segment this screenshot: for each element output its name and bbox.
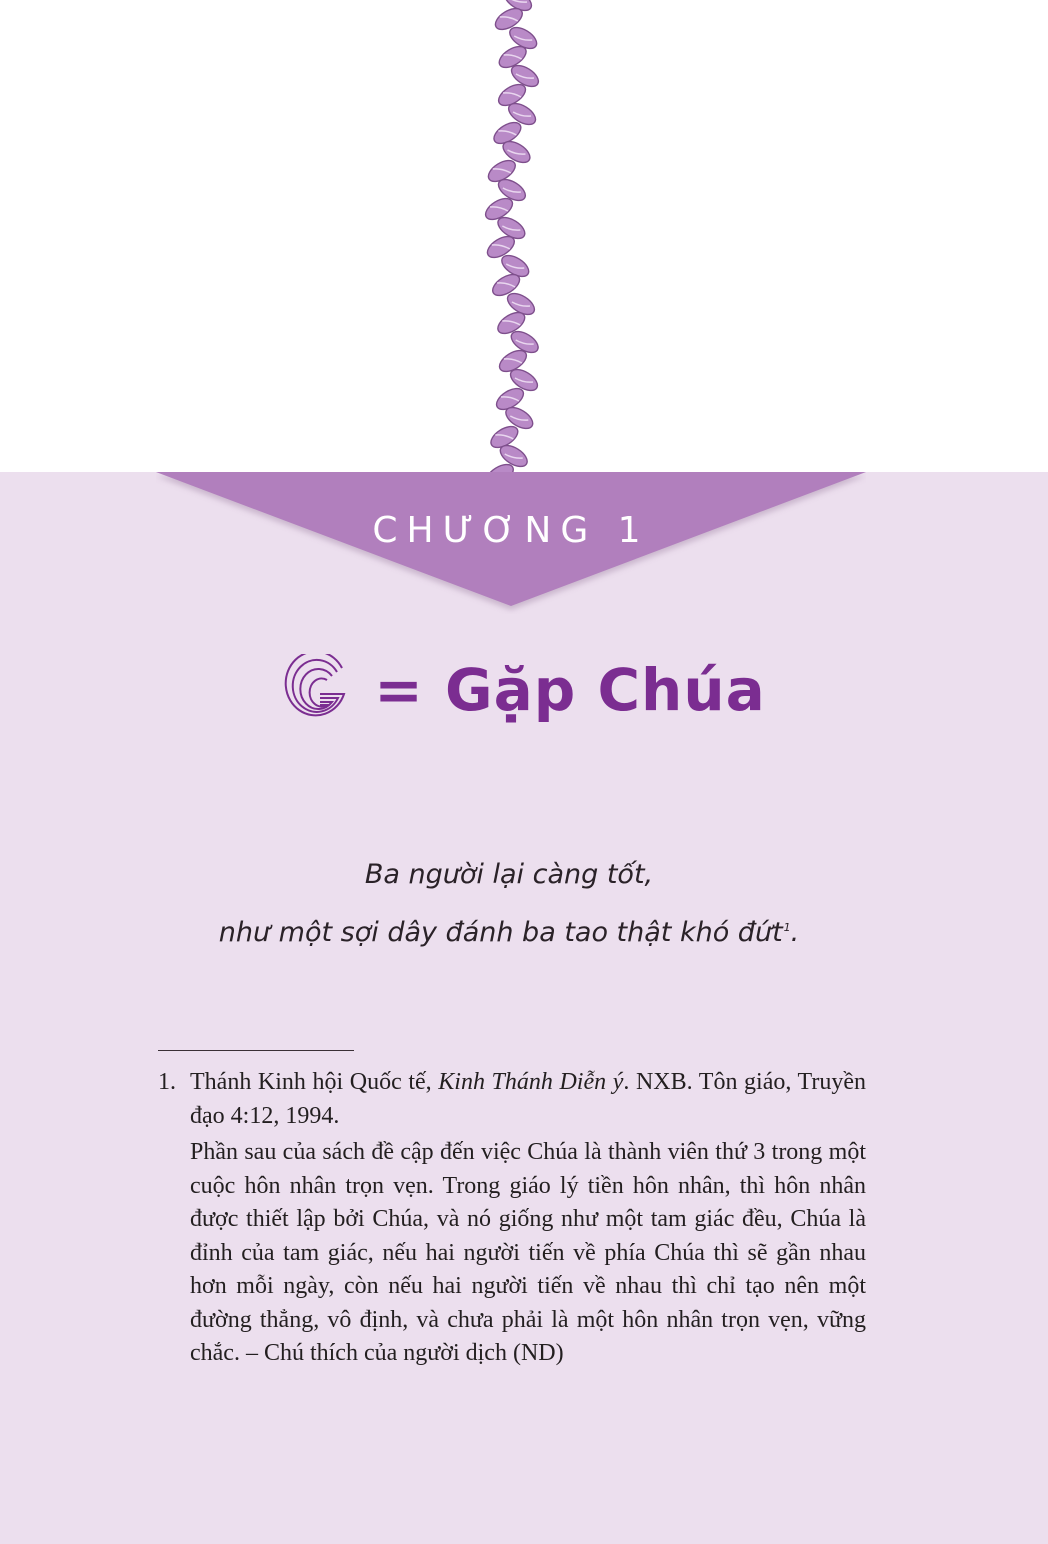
epigraph xyxy=(0,848,1018,959)
footnote-source-title: Kinh Thánh Diễn ý xyxy=(438,1069,624,1095)
epigraph-line-1: Ba người lại càng tốt, xyxy=(364,859,654,890)
braided-rope-icon xyxy=(474,0,550,478)
footnote xyxy=(158,1066,866,1371)
chapter-panel xyxy=(0,472,1048,1544)
chapter-title-text: = Gặp Chúa xyxy=(374,656,766,724)
footnote-divider xyxy=(158,1050,354,1051)
epigraph-line-2 xyxy=(0,901,1018,959)
chapter-title xyxy=(0,640,1048,740)
chapter-label: CHƯƠNG 1 xyxy=(372,510,650,551)
epigraph-line-2-text: như một sợi dây đánh ba tao thật khó đứt xyxy=(218,917,783,948)
epigraph-end: . xyxy=(790,917,800,948)
footnote-marker[interactable]: 1 xyxy=(783,921,791,934)
footnote-note: Phần sau của sách đề cập đến việc Chúa là thành viên thứ 3 trong một cuộc hôn nhân trọn vẹn. Trong giáo lý tiền hôn nhân, thì hôn nhân được thiết lập bởi Chúa, và nó giống như một tam giác đều, Chúa là đỉnh của tam giác, nếu hai người tiến về phía Chúa thì sẽ gần nhau hơn mỗi ngày, còn nếu hai người tiến về nhau thì chỉ tạo nên một đường thẳng, vô định, và chưa phải là một hôn nhân trọn vẹn, vững chắc. – Chú thích của người dịch (ND) xyxy=(190,1139,866,1366)
footnote-number: 1. xyxy=(158,1069,176,1095)
footnote-source-after: . NXB. Tôn giáo, Truyền đạo 4:12, 1994. xyxy=(190,1069,866,1129)
g-letter-icon xyxy=(282,654,348,726)
footnote-source-before: Thánh Kinh hội Quốc tế, xyxy=(190,1069,439,1095)
footnote-source xyxy=(190,1066,866,1133)
